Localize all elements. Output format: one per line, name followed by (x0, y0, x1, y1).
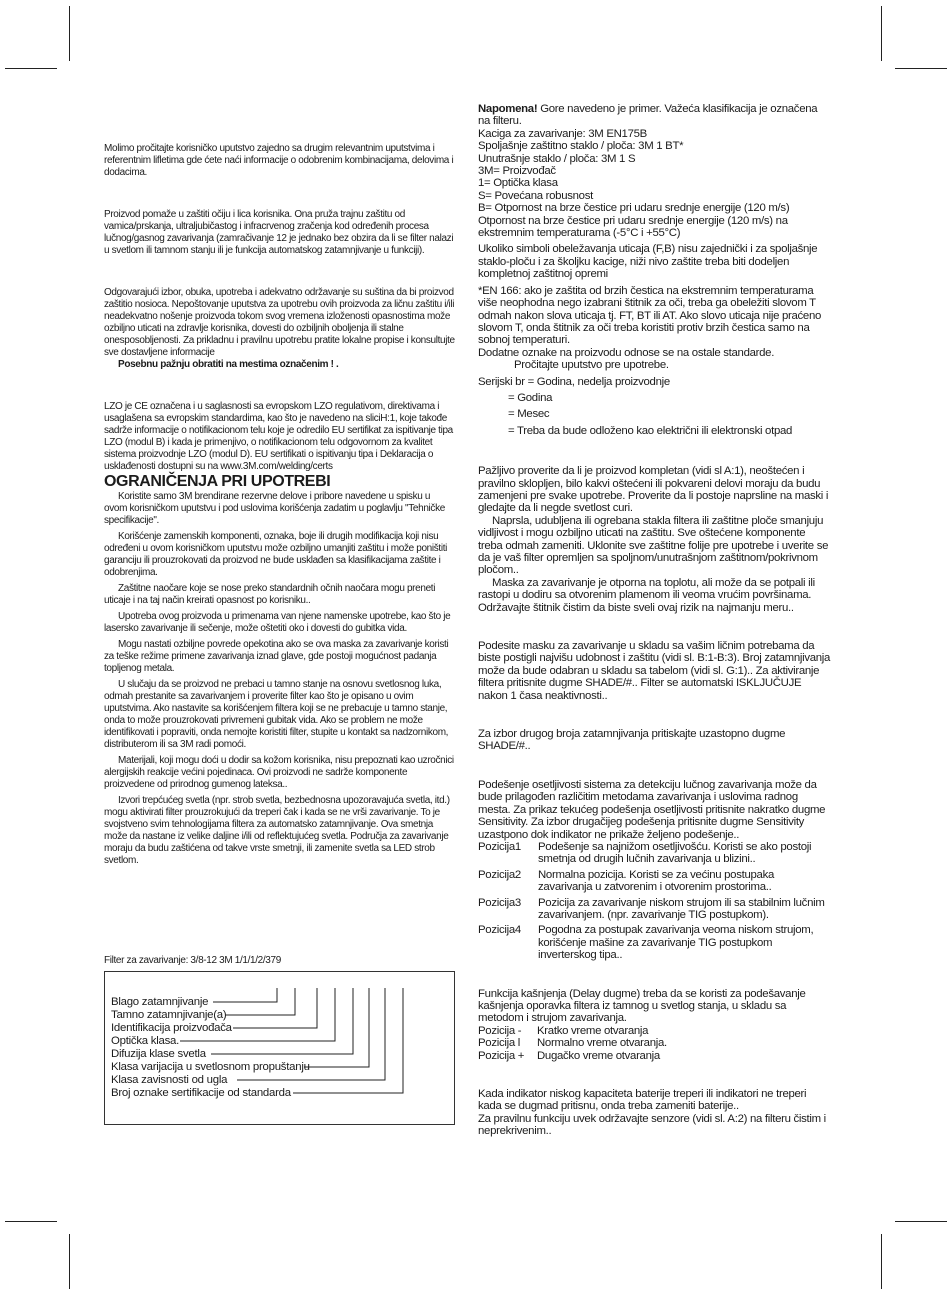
position-row (478, 897, 831, 922)
example-line: Spoljašnje zaštitno staklo / ploča: 3M 1 BT* (478, 140, 684, 153)
delay-key: Pozicija l (478, 1037, 520, 1050)
sensors-paragraph: Za pravilnu funkciju uvek održavajte senzore (vidi sl. A:2) na filteru čistim i neprekrivenim.. (478, 1112, 826, 1138)
position-desc: Podešenje sa najnižom osetljivošću. Koristi se ako postoji smetnja od drugih lučnih zavarivanja u blizini.. (538, 840, 812, 866)
shade-select-paragraph: Za izbor drugog broja zatamnjivanja pritiskajte uzastopno dugme SHADE/#.. (478, 728, 786, 753)
delay-desc: Normalno vreme otvaranja. (537, 1037, 667, 1050)
limit-paragraph: Korišćenje zamenskih komponenti, oznaka, boje ili drugih modifikacija koji nisu određeni u ovom korisničkom uputstvu može ozbiljno umanjiti zaštitu i može poništiti garanciju ili prouzrokovati da proizvod ne bude usklađen sa klasifikacijama zaštite i odobrenjima. (104, 531, 447, 578)
limit-paragraph: Upotreba ovog proizvoda u primenama van njene namenske upotrebe, kao što je lasersko zavarivanje ili sečenje, može oštetiti oko i dovesti do gubitka vida. (104, 611, 451, 634)
position-row (478, 869, 831, 894)
additional-marks: Dodatne oznake na proizvodu odnose se na ostale standarde. (478, 346, 775, 359)
crop-mark (5, 68, 57, 69)
diagram-label: Optička klasa. (111, 1035, 180, 1047)
filter-caption: Filter za zavarivanje: 3/8-12 3M 1/1/1/2/379 (104, 955, 281, 966)
symbols-paragraph: Ukoliko simboli obeležavanja uticaja (F,B) nisu zajednički i za spoljašnje staklo-ploču i za školjku kacige, niži nivo zaštite treba biti dodeljen kompletnoj zaštitnoj opremi (478, 243, 818, 281)
crop-mark (881, 6, 882, 61)
diagram-label: Klasa varijacija u svetlosnom propuštanju (111, 1061, 310, 1073)
right-column (478, 103, 831, 1138)
filter-marking-diagram (104, 971, 455, 1125)
serial-item: = Mesec (508, 408, 550, 421)
note-label: Napomena! (478, 103, 538, 115)
intro-paragraph: Molimo pročitajte korisničko uputstvo zajedno sa drugim relevantnim uputstvima i referentnim lifletima gde ćete naći informacije o odobrenim kombinacijama, delovima i dodacima. (104, 143, 454, 178)
section-heading: OGRANIČENJA PRI UPOTREBI (104, 473, 331, 490)
limit-paragraph: Materijali, koji mogu doći u dodir sa kožom korisnika, nisu prepoznati kao uzročnici alergijskih reakcije većini pojedinaca. Ovi proizvodi ne sadrže komponente proizvedene od prirodnog gumenog lateksa.. (104, 755, 454, 790)
position-key: Pozicija2 (478, 868, 521, 881)
position-key: Pozicija4 (478, 924, 521, 937)
product-paragraph: Proizvod pomaže u zaštiti očiju i lica korisnika. Ona pruža trajnu zaštitu od vamica/prskanja, ultraljubičastog i infracrvenog zračenja kod određenih procesa lučnog/gasnog zavarivanja (zamračivanje 12 je jednako bez obzira da li se filter nalazi u svetlom ili tamnom stanju ili je funkcija automatskog zatamnjivanje u funkciji). (104, 209, 454, 256)
limit-paragraph: Koristite samo 3M brendirane rezervne delove i pribore navedene u spisku u ovom korisničkom uputstvu i pod uslovima korišćenja zadatim u poglavlju "Tehničke specifikacije". (104, 491, 445, 526)
position-desc: Normalna pozicija. Koristi se za većinu postupaka zavarivanja u zatvorenim i otvorenim prostorima.. (538, 868, 775, 894)
serial-item: = Treba da bude odloženo kao električni ili elektronski otpad (508, 424, 793, 437)
delay-row (478, 1050, 831, 1062)
limit-paragraph: Mogu nastati ozbiljne povrede opekotina ako se ova maska za zavarivanje koristi za teške režime primene zavarivanja iznad glave, gde postoji mogućnost padanja topljenog metala. (104, 639, 449, 674)
serial-item: = Godina (508, 391, 553, 404)
diagram-label: Tamno zatamnjivanje(a) (111, 1009, 227, 1021)
delay-key: Pozicija - (478, 1024, 522, 1037)
read-manual-note: Pročitajte uputstvo pre upotrebe. (514, 359, 669, 372)
example-line: Otpornost na brze čestice pri udaru srednje energije (120 m/s) na ekstremnim temperaturama (-5°C i +55°C) (478, 214, 788, 240)
diagram-label: Klasa zavisnosti od ugla (111, 1074, 228, 1086)
battery-paragraph: Kada indikator niskog kapaciteta baterije treperi ili indikatori ne treperi kada se dugmad pritisnu, onda treba zameniti baterije.. (478, 1088, 807, 1113)
example-line: Unutrašnje staklo / ploča: 3M 1 S (478, 152, 636, 165)
diagram-label: Difuzija klase svetla (111, 1048, 206, 1060)
attention-note: Posebnu pažnju obratiti na mestima označenim ! . (118, 359, 339, 370)
crop-mark (5, 1221, 57, 1222)
example-line: Kaciga za zavarivanje: 3M EN175B (478, 127, 647, 140)
check-paragraph: Pažljivo proverite da li je proizvod kompletan (vidi sl A:1), neoštećen i pravilno sklopljen, bilo kakvi oštećeni ili pokvareni delovi moraju da budu zamenjeni pre svake upotrebe. Proverite da li postoje naprsline na maski i gledajte da li negde svetlost curi. (478, 465, 829, 515)
position-key: Pozicija3 (478, 896, 521, 909)
delay-row (478, 1025, 831, 1037)
position-row (478, 841, 831, 866)
crop-mark (881, 1234, 882, 1289)
position-key: Pozicija1 (478, 840, 521, 853)
choice-paragraph: Odgovarajući izbor, obuka, upotreba i adekvatno održavanje su suština da bi proizvod zaštitio nosioca. Nepoštovanje uputstva za upotrebu ovih proizvoda za ličnu zaštitu i/ili neadekvatno nošenje proizvoda tokom svog vremena izloženosti opasnostima može ozbiljno uticati na zdravlje korisnika, dovesti do ozbiljnih oboljenja ili stalne onesposobljenosti. Za prikladnu i pravilnu upotrebu pratite lokalne propise i konsultujte sve dostavljene informacije (104, 287, 455, 358)
limit-paragraph: Zaštitne naočare koje se nose preko standardnih očnih naočara mogu preneti uticaje i na taj način kreirati opasnost po korisniku.. (104, 583, 436, 606)
shade-paragraph: Podesite masku za zavarivanje u skladu sa vašim ličnim potrebama da biste postigli najvišu udobnost i zaštitu (vidi sl. B:1-B:3). Broj zatamnjivanja može da bude odabran u skladu sa tabelom (vidi sl. G:1).. Za aktiviranje filtera pritisnite dugme SHADE/#.. Filter se automatski ISKLJUČUJE nakon 1 časa neaktivnosti.. (478, 640, 831, 702)
delay-desc: Dugačko vreme otvaranja (537, 1049, 660, 1062)
position-desc: Pozicija za zavarivanje niskom strujom ili sa stabilnim lučnim zavarivanjem. (npr. zavarivanje TIG postupkom). (538, 896, 825, 921)
example-line: 1= Optička klasa (478, 177, 558, 190)
check-paragraph: Naprsla, udubljena ili ogrebana stakla filtera ili zaštitne ploče smanjuju vidljivost i mogu ozbiljno uticati na zaštitu. Sve oštećene komponente treba odmah zameniti. Uklonite sve zaštitne folije pre upotrebe i uverite se da je vaš filter opremljen sa spoljnom/unutrašnjom zaštitnom/pokrivnom pločom.. (478, 514, 829, 577)
example-line: B= Otpornost na brze čestice pri udaru srednje energije (120 m/s) (478, 202, 790, 215)
delay-row (478, 1037, 831, 1049)
lzo-paragraph: LZO je CE označena i u saglasnosti sa evropskom LZO regulativom, direktivama i usaglašena sa evropskim standardima, kao što je navedeno na sliciH:1, koje takođe sadrže informacije o notifikacionom telu koje je odredilo EU sertifikat za ispitivanje tipa LZO (modul B) i kada je primenjivo, o notifikacionom telu odgovornom za kvalitet sistema proizvodnje LZO (modul D). EU sertifikati o ispitivanju tipa i Deklaracija o usklađenosti dostupni su na www.3M.com/welding/certs (104, 401, 453, 472)
note-text: Gore navedeno je primer. Važeća klasifikacija je označena na filteru. (478, 103, 818, 128)
en166-paragraph: *EN 166: ako je zaštita od brzih čestica na ekstremnim temperaturama više neophodna nego izabrani štitnik za oči, treba ga obeležiti slovom T odmah nakon slova uticaja tj. FT, BT ili AT. Ako slovo uticaja nije praćeno slovom T, onda štitnik za oči treba koristiti protiv brzih čestica samo na sobnoj temperaturi. (478, 284, 822, 347)
left-column (104, 143, 455, 867)
crop-mark (69, 1234, 70, 1289)
crop-mark (895, 1221, 947, 1222)
example-line: S= Povećana robusnost (478, 189, 593, 202)
delay-key: Pozicija + (478, 1049, 525, 1062)
diagram-label: Blago zatamnjivanje (111, 996, 209, 1008)
position-row (478, 924, 831, 961)
delay-desc: Kratko vreme otvaranja (537, 1024, 649, 1037)
delay-paragraph: Funkcija kašnjenja (Delay dugme) treba da se koristi za podešavanje kašnjenja oporavka filtera iz tamnog u svetlog stanja, u skladu sa metodom i strujom zavarivanja. (478, 987, 806, 1025)
sensitivity-paragraph: Podešenje osetljivosti sistema za detekciju lučnog zavarivanja može da bude prilagođen različitim metodama zavarivanja i uslovima radnog mesta. Za prikaz tekućeg podešenja osetljivosti pritisnite nakratko dugme Sensitivity. Za izbor drugačijeg podešenja pritisnite dugme Sensitivity uzastpono dok indikator ne prikaže željeno podešenje.. (478, 778, 826, 841)
check-paragraph: Maska za zavarivanje je otporna na toplotu, ali može da se potpali ili rastopi u dodiru sa otvorenim plamenom ili veoma vrućim površinama. Održavajte štitnik čistim da biste sveli ovaj rizik na najmanju meru.. (478, 576, 815, 614)
crop-mark (895, 68, 947, 69)
serial-number-note: Serijski br = Godina, nedelja proizvodnje (478, 375, 670, 388)
limit-paragraph: Izvori trepćućeg svetla (npr. strob svetla, bezbednosna upozoravajuća svetla, itd.) mogu aktivirati filter prouzrokujući da treperi čak i kada se ne vrši zavarivanje. To je svojstveno svim tehnologijama filtera za automatsko zatamnjivanje. Ova smetnja može da nastane iz velike daljine i/ili od reflektujućeg svetla. Područja za zavarivanje moraju da budu zaštićena od takve vrste smetnji, ili zamenite svetla sa LED strob svetlom. (104, 795, 450, 866)
note-paragraph (478, 103, 831, 128)
example-line: 3M= Proizvođač (478, 165, 556, 178)
crop-mark (69, 6, 70, 61)
limit-paragraph: U slučaju da se proizvod ne prebaci u tamno stanje na osnovu svetlosnog luka, odmah prestanite sa zavarivanjem i proverite filter kao što je opisano u ovim uputstvima. Ako nastavite sa korišćenjem filtera koji se ne prebacuje u tamno stanje, onda to može prouzrokovati privremeni gubitak vida. Ako se problem ne može identifikovati i popraviti, onda nemojte koristiti filter, stupite u kontakt sa nadzornikom, distributerom ili sa 3M radi pomoći. (104, 679, 449, 750)
position-desc: Pogodna za postupak zavarivanja veoma niskom strujom, korišćenje mašine za zavarivanje TIG postupkom inverterskog tipa.. (538, 924, 814, 962)
diagram-label: Identifikacija proizvođača (111, 1022, 232, 1034)
diagram-label: Broj oznake sertifikacije od standarda (111, 1087, 291, 1099)
